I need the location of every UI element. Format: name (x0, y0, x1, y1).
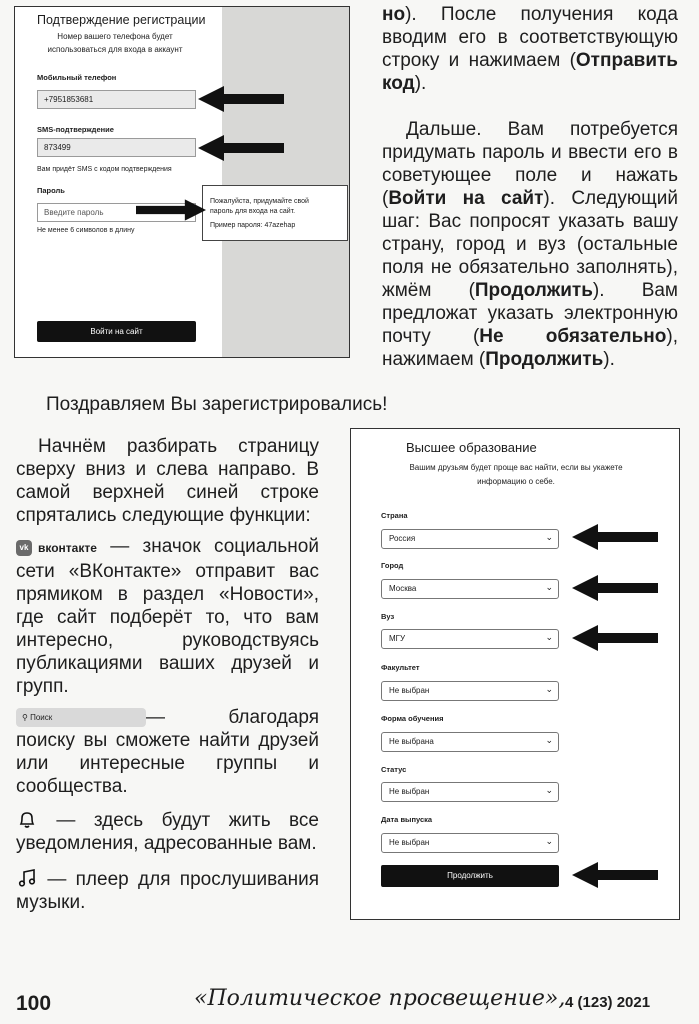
select-value: Не выбрана (389, 737, 434, 746)
text-span: — благодаря поиску вы сможете найти друзей или интересные группы и сообщества. (16, 706, 319, 797)
field-label: Факультет (381, 663, 420, 672)
study-form-select[interactable] (381, 732, 559, 752)
select-value: МГУ (389, 634, 406, 643)
continue-button[interactable]: Продолжить (381, 865, 559, 887)
city-select[interactable] (381, 579, 559, 599)
page-number: 100 (16, 992, 52, 1015)
journal-title: «Политическое просвещение», (194, 986, 566, 1011)
registration-title: Подтверждение регистрации (37, 13, 206, 27)
paragraph (16, 706, 319, 798)
subtitle-line: Номер вашего телефона будет (57, 32, 173, 41)
phone-field[interactable]: +7951853681 (37, 90, 196, 109)
phone-label: Мобильный телефон (37, 73, 117, 82)
bell-icon (16, 808, 38, 830)
left-column-text (16, 435, 319, 914)
sms-hint: Вам придёт SMS с кодом подтверждения (37, 166, 172, 173)
paragraph (16, 808, 319, 855)
arrow-left-icon (572, 575, 658, 601)
right-column-text (382, 3, 678, 371)
faculty-select[interactable] (381, 681, 559, 701)
password-label: Пароль (37, 186, 65, 195)
arrow-left-icon (572, 625, 658, 651)
registration-screenshot (14, 6, 350, 358)
chevron-down-icon: ⌄ (545, 532, 553, 542)
status-select[interactable] (381, 782, 559, 802)
text-span: ), нажимаем ( (382, 326, 678, 370)
university-select[interactable] (381, 629, 559, 649)
chevron-down-icon: ⌄ (545, 684, 553, 694)
text-span: ). Вам предложат указать электронную почту ( (382, 280, 678, 347)
password-field[interactable]: Введите пароль (37, 203, 196, 222)
education-title: Высшее образование (406, 440, 537, 455)
chevron-down-icon: ⌄ (545, 632, 553, 642)
tooltip-line: Пожалуйста, придумайте свой (210, 198, 309, 205)
vk-badge (16, 537, 97, 560)
login-button[interactable]: Войти на сайт (37, 321, 196, 342)
field-label: Город (381, 561, 404, 570)
select-value: Не выбран (389, 838, 430, 847)
text-span: ). (603, 349, 615, 370)
text-span: Дальше. Вам потребуется придумать пароль и ввести его в советующее поле и нажать ( (382, 119, 678, 209)
education-subtitle (351, 461, 680, 489)
select-value: Москва (389, 584, 417, 593)
field-label: Дата выпуска (381, 815, 433, 824)
text-span: ). Следующий шаг: Вас попросят указать вашу страну, город и вуз (остальные поля не обязательно заполнять), жмём ( (382, 188, 678, 301)
arrow-left-icon (572, 862, 658, 888)
text-span: ). После получения кода вводим его в соответствующую строку и нажимаем ( (382, 4, 678, 71)
vk-label: вконтакте (38, 540, 97, 555)
field-label: Статус (381, 765, 407, 774)
registration-subtitle (15, 30, 215, 56)
paragraph (382, 118, 678, 371)
text-span: — здесь будут жить все уведомления, адресованные вам. (16, 809, 319, 854)
paragraph: Начнём разбирать страницу сверху вниз и слева направо. В самой верхней синей строке спрятались следующие функции: (16, 436, 319, 526)
text-span: — плеер для прослушивания музыки. (16, 868, 319, 913)
text-span: — значок социальной сети «ВКонтакте» отправит вас прямиком в раздел «Новости», где сайт подберёт то, что вам интересно, руководствуясь публикациями ваших друзей и групп. (16, 536, 319, 697)
chevron-down-icon: ⌄ (545, 785, 553, 795)
search-chip (16, 708, 146, 727)
chevron-down-icon: ⌄ (545, 582, 553, 592)
issue-number: 4 (123) 2021 (565, 994, 651, 1011)
sms-label: SMS-подтверждение (37, 125, 114, 134)
music-note-icon (16, 867, 38, 889)
field-label: Вуз (381, 612, 395, 621)
tooltip-line: пароль для входа на сайт. (210, 208, 296, 215)
subtitle-line: Вашим друзьям будет проще вас найти, если вы укажете (409, 463, 623, 472)
chevron-down-icon: ⌄ (545, 836, 553, 846)
search-icon: ⚲ (22, 712, 28, 722)
congrats-text: Поздравляем Вы зарегистрировались! (46, 394, 388, 415)
bold-text: но (382, 4, 406, 25)
subtitle-line: информацию о себе. (477, 477, 555, 486)
search-chip-label: Поиск (30, 712, 53, 722)
paragraph (382, 3, 678, 95)
text-span: ). (414, 73, 427, 94)
arrow-left-icon (572, 524, 658, 550)
sms-code-field[interactable]: 873499 (37, 138, 196, 157)
chevron-down-icon: ⌄ (545, 735, 553, 745)
education-screenshot (350, 428, 680, 920)
select-value: Россия (389, 534, 416, 543)
bold-text: Продолжить (474, 280, 593, 301)
graduation-date-select[interactable] (381, 833, 559, 853)
field-label: Страна (381, 511, 408, 520)
subtitle-line: использоваться для входа в аккаунт (47, 45, 183, 54)
password-tooltip (202, 185, 348, 241)
field-label: Форма обучения (381, 714, 444, 723)
paragraph (16, 535, 319, 698)
arrow-left-icon (198, 135, 284, 161)
bold-text: Продолжить (485, 349, 604, 370)
bold-text: Отправить код (382, 50, 678, 94)
select-value: Не выбран (389, 686, 430, 695)
arrow-right-icon (136, 198, 206, 222)
country-select[interactable] (381, 529, 559, 549)
tooltip-line: Пример пароля: 47azehap (210, 222, 296, 229)
screenshot-gray-panel (222, 7, 350, 357)
paragraph (16, 867, 319, 914)
bold-text: Не обязательно (479, 326, 667, 347)
arrow-left-icon (198, 86, 284, 112)
password-hint: Не менее 6 символов в длину (37, 227, 135, 234)
bold-text: Войти на сайт (388, 188, 544, 209)
select-value: Не выбран (389, 787, 430, 796)
vk-logo-icon: vk (16, 540, 32, 556)
